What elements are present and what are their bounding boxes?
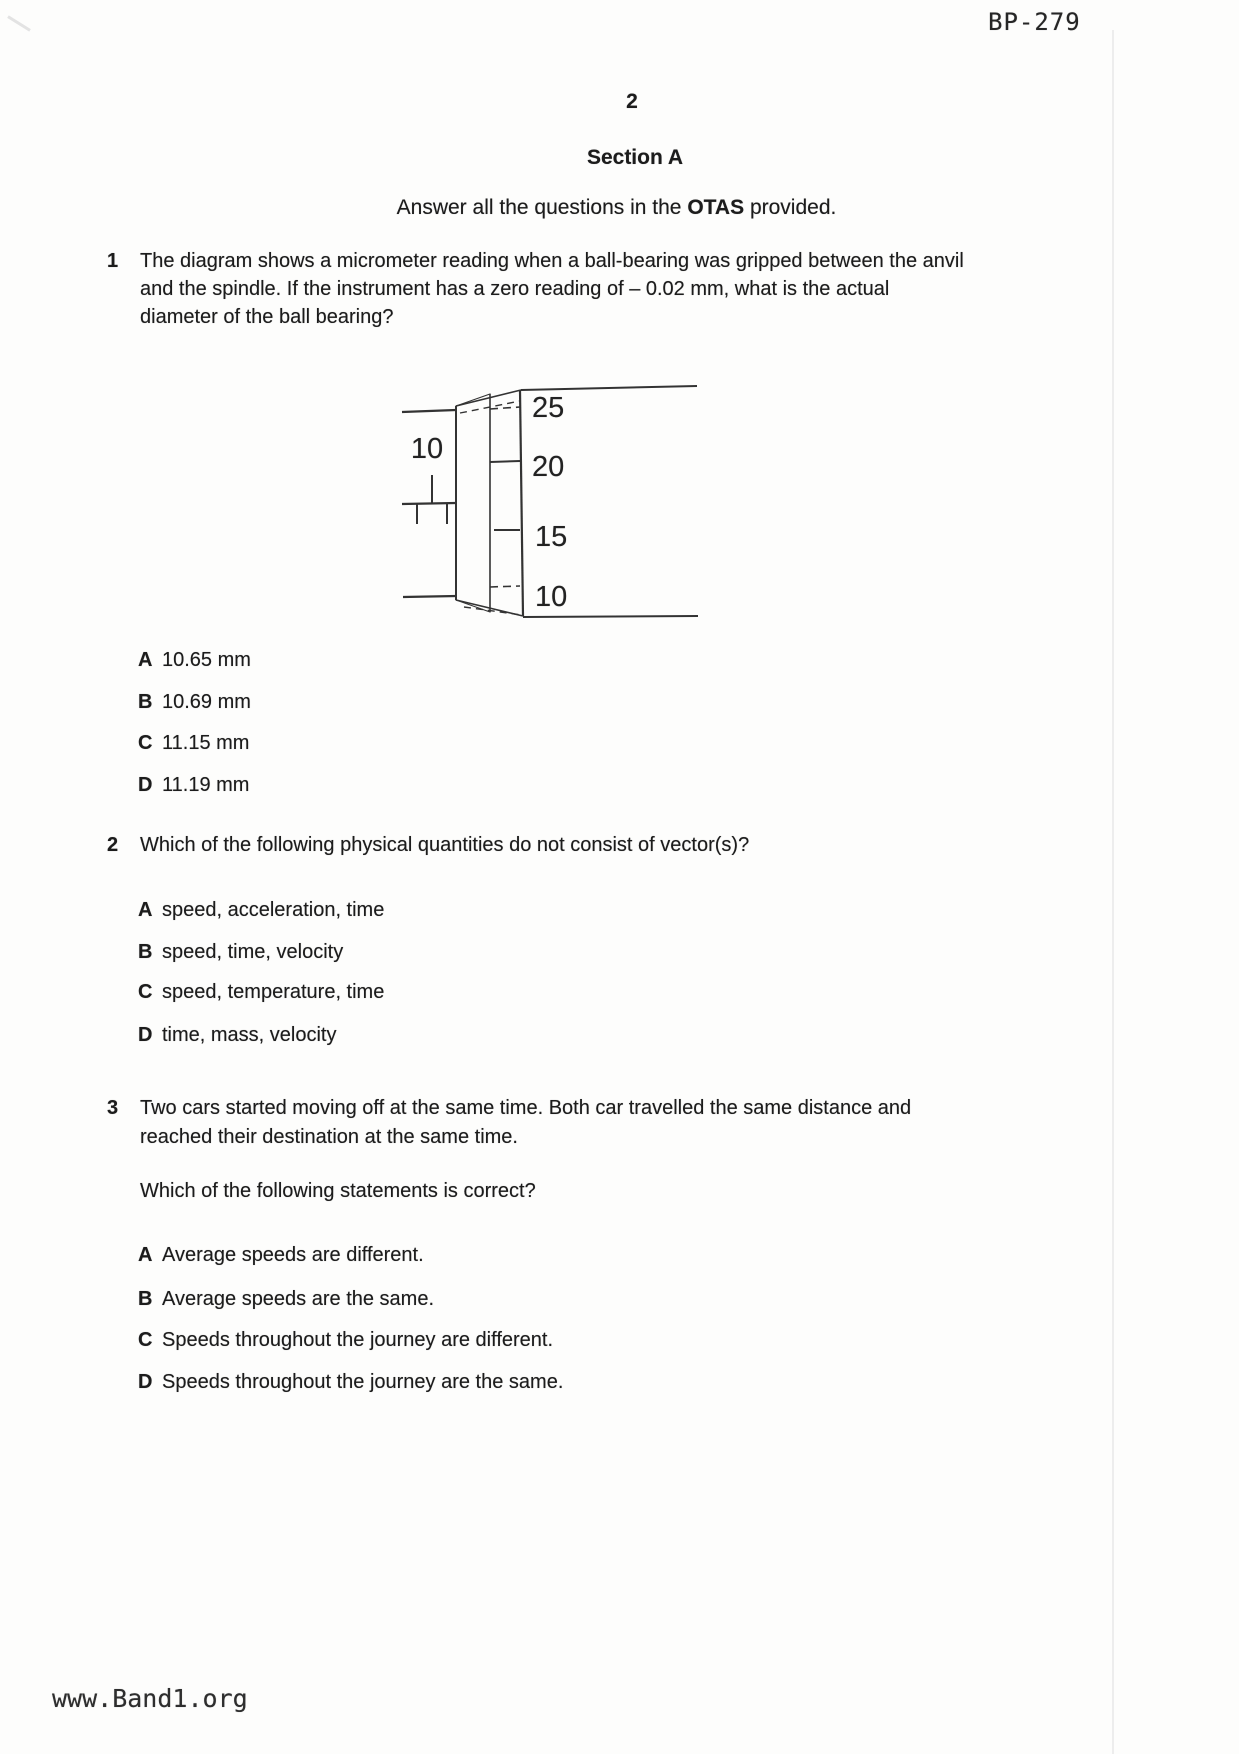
q3-option-d-text: Speeds throughout the journey are the same.: [162, 1371, 564, 1393]
scan-artifact-line: [1112, 30, 1114, 1754]
q2-option-a-text: speed, acceleration, time: [162, 899, 385, 921]
thimble-top-bevel: [456, 390, 521, 406]
q3-option-d-letter: D: [138, 1371, 153, 1393]
q3-option-a: [138, 1241, 424, 1269]
instruction-bold: OTAS: [687, 196, 745, 219]
thimble-tick-25: [490, 407, 520, 409]
doc-code: BP-279: [988, 8, 1081, 36]
q1-option-b-letter: B: [138, 691, 153, 713]
q3-option-c-letter: C: [138, 1329, 153, 1351]
q2-option-d-text: time, mass, velocity: [162, 1024, 337, 1046]
q3-option-c: [138, 1326, 553, 1354]
instruction-line: [350, 196, 883, 220]
q1-option-b: [138, 688, 251, 716]
datum-line: [402, 503, 456, 504]
q2-option-b-text: speed, time, velocity: [162, 941, 344, 963]
question-3-number: 3: [107, 1097, 119, 1119]
thimble-tick-10: [490, 586, 520, 587]
thimble-tick-20: [490, 461, 520, 462]
q1-option-b-text: 10.69 mm: [162, 691, 251, 713]
section-title: Section A: [586, 146, 684, 169]
frame-bottom-line: [523, 616, 698, 617]
question-1-line-1: The diagram shows a micrometer reading when a ball-bearing was gripped between the anvil: [140, 250, 964, 272]
question-3-prompt: Which of the following statements is correct?: [140, 1180, 536, 1202]
q1-option-c-letter: C: [138, 732, 153, 754]
footer-url: www.Band1.org: [52, 1684, 248, 1713]
q3-option-a-letter: A: [138, 1244, 153, 1266]
instruction-prefix: Answer all the questions in the: [396, 196, 688, 219]
q1-option-a-text: 10.65 mm: [162, 649, 251, 671]
q3-option-b-text: Average speeds are the same.: [162, 1288, 435, 1310]
question-2-number: 2: [107, 834, 119, 856]
thimble-label-20: 20: [532, 451, 565, 483]
question-1-line-3: diameter of the ball bearing?: [140, 306, 394, 328]
q3-option-b: [138, 1285, 434, 1313]
question-3-line-1: Two cars started moving off at the same time. Both car travelled the same distance and: [140, 1097, 912, 1119]
q2-option-c-letter: C: [138, 981, 153, 1003]
q1-option-d-text: 11.19 mm: [162, 774, 250, 796]
question-2-text: [140, 831, 749, 859]
question-2-line-1: Which of the following physical quantities do not consist of vector(s)?: [140, 834, 750, 856]
page-number: 2: [626, 90, 638, 113]
sleeve-top-line: [402, 410, 456, 412]
scan-artifact-speck: [7, 15, 31, 31]
q2-option-c-text: speed, temperature, time: [162, 981, 385, 1003]
q1-option-c-text: 11.15 mm: [162, 732, 250, 754]
q2-option-a-letter: A: [138, 899, 153, 921]
main-scale-label: 10: [410, 433, 444, 465]
question-1-text: [140, 247, 964, 331]
q2-option-c: [138, 978, 384, 1006]
q2-option-d: [138, 1021, 336, 1049]
thimble-label-10: 10: [535, 581, 568, 613]
micrometer-diagram: [390, 375, 710, 630]
q3-option-a-text: Average speeds are different.: [162, 1244, 424, 1266]
q1-option-a-letter: A: [138, 649, 153, 671]
q1-option-d: [138, 771, 249, 799]
instruction-suffix: provided.: [744, 196, 837, 219]
thimble-label-15: 15: [535, 521, 568, 553]
q2-option-d-letter: D: [138, 1024, 153, 1046]
q2-option-b-letter: B: [138, 941, 153, 963]
q1-option-d-letter: D: [138, 774, 153, 796]
question-3-line-2: reached their destination at the same time.: [140, 1126, 518, 1148]
sleeve-bottom-line: [403, 596, 457, 597]
q1-option-c: [138, 729, 249, 757]
question-1-line-2: and the spindle. If the instrument has a zero reading of – 0.02 mm, what is the actual: [140, 278, 890, 300]
question-1-number: 1: [107, 250, 119, 272]
thimble-label-25: 25: [532, 392, 565, 424]
q3-option-d: [138, 1368, 563, 1396]
q3-option-c-text: Speeds throughout the journey are different.: [162, 1329, 554, 1351]
frame-top-line: [521, 386, 697, 390]
q3-option-b-letter: B: [138, 1288, 153, 1310]
q1-option-a: [138, 646, 251, 674]
q2-option-b: [138, 938, 343, 966]
question-3-text: [140, 1094, 911, 1152]
micrometer-svg: [390, 375, 710, 625]
q2-option-a: [138, 896, 384, 924]
thimble-knurl-band: [456, 394, 490, 612]
thimble-scale-edge: [520, 390, 523, 616]
